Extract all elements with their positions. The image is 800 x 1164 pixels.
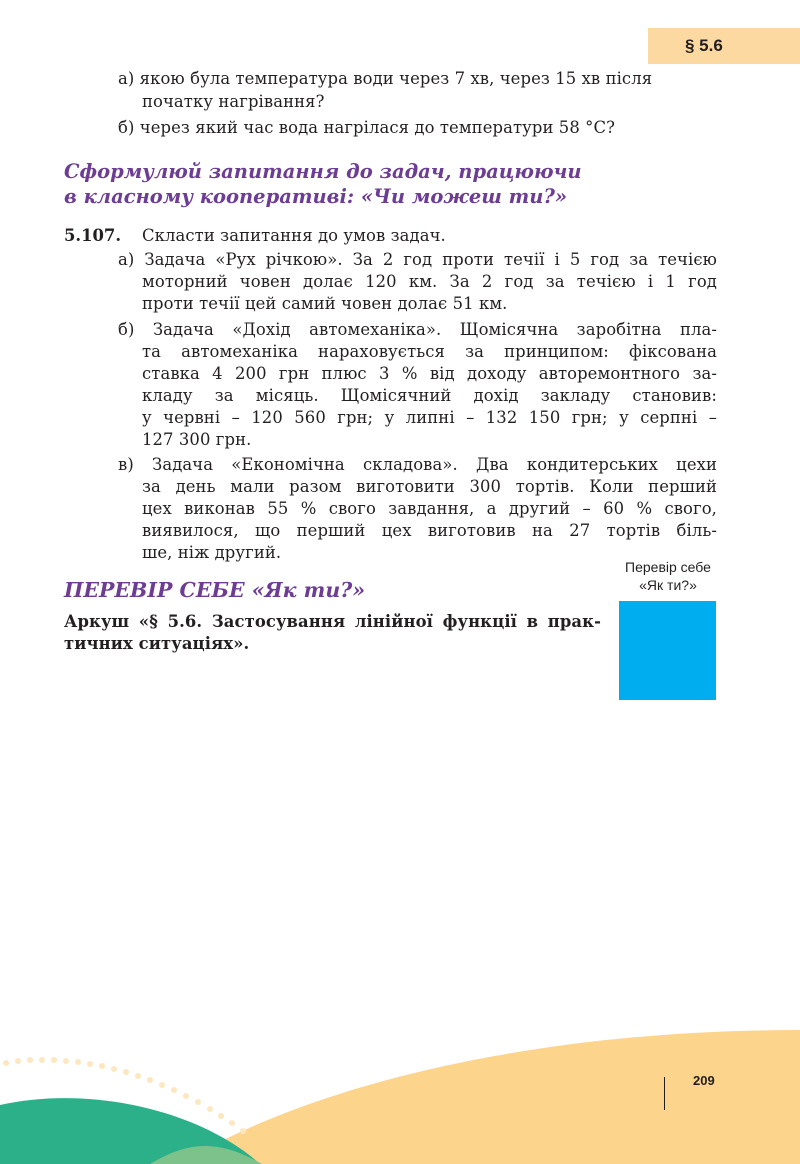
item-a-line-2: початку нагрівання?	[142, 92, 325, 111]
item-a-line-1: а) якою була температура води через 7 хв, через 15 хв після	[118, 69, 653, 88]
problem-number: 5.107.	[64, 226, 122, 245]
check-yourself-heading: ПЕРЕВІР СЕБЕ «Як ти?»	[64, 578, 366, 602]
task-a-line-2: моторний човен долає 120 км. За 2 год за течією і 1 год	[142, 272, 717, 291]
qr-code[interactable]	[619, 601, 716, 700]
item-b-line: б) через який час вода нагрілася до температури 58 °С?	[118, 118, 615, 137]
task-c-line-4: виявилося, що перший цех виготовив на 27 тортів біль-	[142, 521, 717, 540]
task-b-line-3: ставка 4 200 грн плюс 3 % від доходу авторемонтного за-	[142, 364, 717, 383]
task-c-line-2: за день мали разом виготовити 300 тортів. Коли перший	[142, 477, 717, 496]
task-a-line-1: а) Задача «Рух річкою». За 2 год проти течії і 5 год за течією	[118, 250, 717, 269]
task-b-line-6: 127 300 грн.	[142, 430, 252, 449]
worksheet-line-1: Аркуш «§ 5.6. Застосування лінійної функції в прак-	[64, 612, 601, 631]
section-tab: § 5.6	[648, 28, 800, 64]
check-label-line-1: Перевір себе	[625, 559, 711, 575]
check-label-line-2: «Як ти?»	[639, 577, 697, 593]
task-b-line-4: кладу за місяць. Щомісячний дохід закладу становив:	[142, 386, 717, 405]
task-c-line-1: в) Задача «Економічна складова». Два кондитерських цехи	[118, 455, 717, 474]
task-b-line-2: та автомеханіка нараховується за принципом: фіксована	[142, 342, 717, 361]
section-heading-line-1: Сформулюй запитання до задач, працюючи	[64, 160, 582, 183]
page-number-divider	[664, 1077, 665, 1110]
task-c-line-3: цех виконав 55 % свого завдання, а другий – 60 % свого,	[142, 499, 717, 518]
task-c-line-5: ше, ніж другий.	[142, 543, 282, 562]
page-number: 209	[693, 1073, 715, 1088]
task-b-line-5: у червні – 120 560 грн; у липні – 132 150 грн; у серпні –	[142, 408, 717, 427]
problem-intro: Скласти запитання до умов задач.	[142, 226, 446, 245]
task-b-line-1: б) Задача «Дохід автомеханіка». Щомісячна заробітна пла-	[118, 320, 717, 339]
task-a-line-3: проти течії цей самий човен долає 51 км.	[142, 294, 508, 313]
worksheet-line-2: тичних ситуаціях».	[64, 634, 250, 653]
section-heading-line-2: в класному кооперативі: «Чи можеш ти?»	[64, 185, 568, 208]
